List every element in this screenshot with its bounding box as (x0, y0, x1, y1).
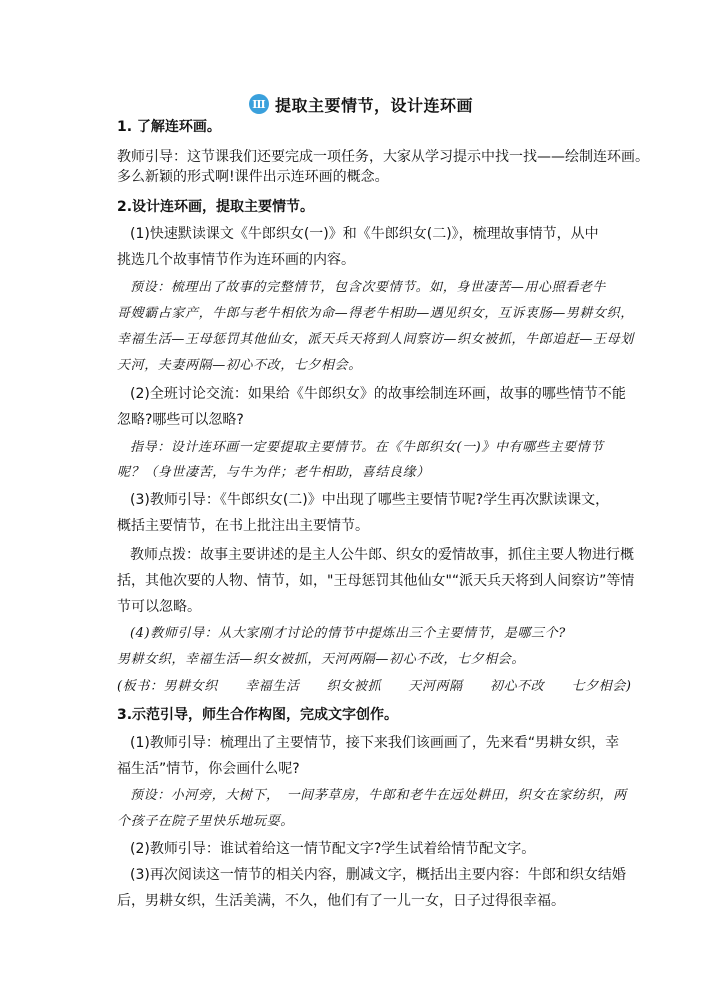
preset-note-line: 预设：小河旁，大树下， 一间茅草房，牛郎和老牛在远处耕田，织女在家纺织，两 (130, 788, 627, 803)
subsection-heading: 1. 了解连环画。 (117, 119, 221, 135)
paragraph-line: (3)教师引导：《牛郎织女(二)》中出现了哪些主要情节呢?学生再次默读课文， (130, 492, 610, 508)
section-title: 提取主要情节，设计连环画 (274, 95, 473, 115)
paragraph-line: (1)快速默读课文《牛郎织女(一)》和《牛郎织女(二)》，梳理故事情节，从中 (130, 226, 599, 242)
paragraph-line: 忽略?哪些可以忽略? (117, 412, 244, 428)
guidance-note-line: 指导：设计连环画一定要提取主要情节。在《牛郎织女(一)》中有哪些主要情节 (130, 440, 604, 455)
section-heading (0, 92, 722, 116)
paragraph-line: 教师点拨：故事主要讲述的是主人公牛郎、织女的爱情故事，抓住主要人物进行概 (130, 547, 634, 563)
guidance-note-line: 呢？（身世凄苦，与牛为伴；老牛相助，喜结良缘） (117, 465, 430, 480)
teacher-note-line: (4)教师引导：从大家刚才讨论的情节中提炼出三个主要情节，是哪三个? (130, 626, 566, 641)
preset-note-line: 哥嫂霸占家产，牛郎与老牛相依为命—得老牛相助—遇见织女，互诉衷肠—男耕女织， (117, 306, 634, 321)
paragraph-line: 括，其他次要的人物、情节，如，"王母惩罚其他仙女"“派天兵天将到人间察访”等情 (117, 573, 635, 589)
paragraph-line: 福生活”情节，你会画什么呢? (117, 761, 300, 777)
preset-note-line: 个孩子在院子里快乐地玩耍。 (117, 814, 294, 829)
preset-note-line: 预设：梳理出了故事的完整情节，包含次要情节。如，身世凄苦—用心照看老牛 (130, 280, 607, 295)
paragraph-line: 挑选几个故事情节作为连环画的内容。 (117, 252, 355, 268)
blackboard-note-line: (板书：男耕女织 幸福生活 织女被抓 天河两隔 初心不改 七夕相会) (117, 679, 632, 694)
paragraph-line: (2)教师引导：谁试着给这一情节配文字?学生试着给情节配文字。 (130, 841, 536, 857)
subsection-heading: 2.设计连环画，提取主要情节。 (117, 199, 315, 215)
paragraph-line: 多么新颖的形式啊!课件出示连环画的概念。 (117, 169, 389, 185)
paragraph-line: 节可以忽略。 (117, 599, 201, 615)
paragraph-line: (3)再次阅读这一情节的相关内容，删减文字，概括出主要内容：牛郎和织女结婚 (130, 867, 626, 883)
preset-note-line: 幸福生活—王母惩罚其他仙女，派天兵天将到人间察访—织女被抓，牛郎追赶—王母划 (117, 332, 634, 347)
preset-note-line: 天河，夫妻两隔—初心不改，七夕相会。 (117, 358, 362, 373)
paragraph-line: 后，男耕女织，生活美满，不久，他们有了一儿一女，日子过得很幸福。 (117, 893, 565, 909)
paragraph-line: (1)教师引导：梳理出了主要情节，接下来我们该画画了，先来看“男耕女织，幸 (130, 735, 620, 751)
paragraph-line: 教师引导：这节课我们还要完成一项任务，大家从学习提示中找一找——绘制连环画。 (117, 149, 649, 165)
teacher-note-line: 男耕女织，幸福生活—织女被抓，天河两隔—初心不改，七夕相会。 (117, 652, 526, 667)
paragraph-line: 概括主要情节，在书上批注出主要情节。 (117, 518, 369, 534)
subsection-heading: 3.示范引导，师生合作构图，完成文字创作。 (117, 707, 399, 723)
paragraph-line: (2)全班讨论交流：如果给《牛郎织女》的故事绘制连环画，故事的哪些情节不能 (130, 386, 626, 402)
roman-numeral-badge: Ⅲ (249, 94, 269, 114)
